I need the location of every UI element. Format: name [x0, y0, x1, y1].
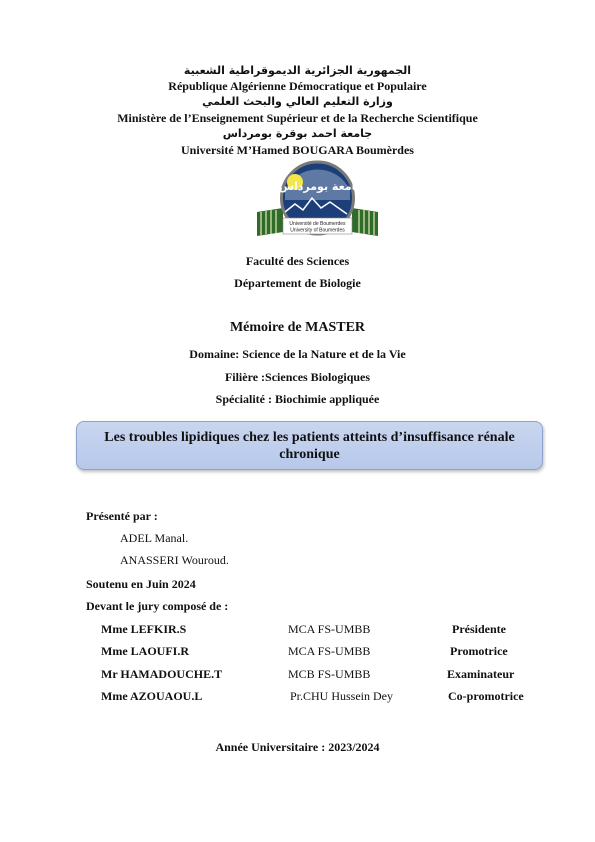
thesis-specialty: Spécialité : Biochimie appliquée — [215, 392, 380, 406]
presented-by-label: Présenté par : — [86, 509, 158, 523]
jury-member-name: Mme LAOUFI.R — [101, 644, 189, 658]
student-name: ANASSERI Wouroud. — [120, 553, 229, 567]
student-name: ADEL Manal. — [120, 531, 189, 545]
logo-arabic-text: جــامعة بومرداس — [278, 180, 372, 193]
logo-caption-line1: Université de Boumerdes — [289, 221, 346, 227]
university-logo — [255, 160, 380, 240]
jury-member-name: Mr HAMADOUCHE.T — [101, 667, 223, 681]
jury-member-grade: MCA FS-UMBB — [288, 622, 371, 636]
header-arabic-university: جامعة احمد بوقرة بومرداس — [222, 127, 373, 140]
jury-member-role: Présidente — [452, 622, 506, 636]
jury-member-role: Examinateur — [447, 667, 515, 681]
thesis-domain: Domaine: Science de la Nature et de la Vie — [189, 347, 406, 361]
jury-label: Devant le jury composé de : — [86, 599, 229, 613]
thesis-type: Mémoire de MASTER — [229, 320, 366, 335]
header-arabic-ministry: وزارة التعليم العالي والبحث العلمي — [202, 95, 393, 108]
jury-member-role: Promotrice — [450, 644, 508, 658]
thesis-field: Filière :Sciences Biologiques — [224, 370, 371, 384]
jury-member-name: Mme LEFKIR.S — [101, 622, 187, 636]
jury-member-grade: MCB FS-UMBB — [288, 667, 371, 681]
header-french-university: Université M’Hamed BOUGARA Boumèrdes — [181, 143, 414, 157]
jury-member-role: Co-promotrice — [448, 689, 524, 703]
jury-member-grade: MCA FS-UMBB — [288, 644, 371, 658]
thesis-title-box — [76, 421, 543, 470]
header-arabic-republic: الجمهورية الجزائرية الديموقراطية الشعبية — [183, 64, 412, 77]
academic-year: Année Universitaire : 2023/2024 — [215, 740, 380, 754]
department-name: Département de Biologie — [234, 276, 361, 290]
thesis-title: Les troubles lipidiques chez les patients atteints d’insuffisance rénale chronique — [104, 429, 515, 462]
defense-date: Soutenu en Juin 2024 — [86, 577, 196, 591]
logo-caption-line2: University of Boumerdes — [290, 227, 345, 234]
jury-member-grade: Pr.CHU Hussein Dey — [290, 689, 394, 703]
header-french-ministry: Ministère de l’Enseignement Supérieur et de la Recherche Scientifique — [117, 111, 478, 125]
faculty-name: Faculté des Sciences — [245, 254, 350, 268]
jury-member-name: Mme AZOUAOU.L — [101, 689, 203, 703]
header-french-republic: République Algérienne Démocratique et Populaire — [168, 79, 427, 93]
